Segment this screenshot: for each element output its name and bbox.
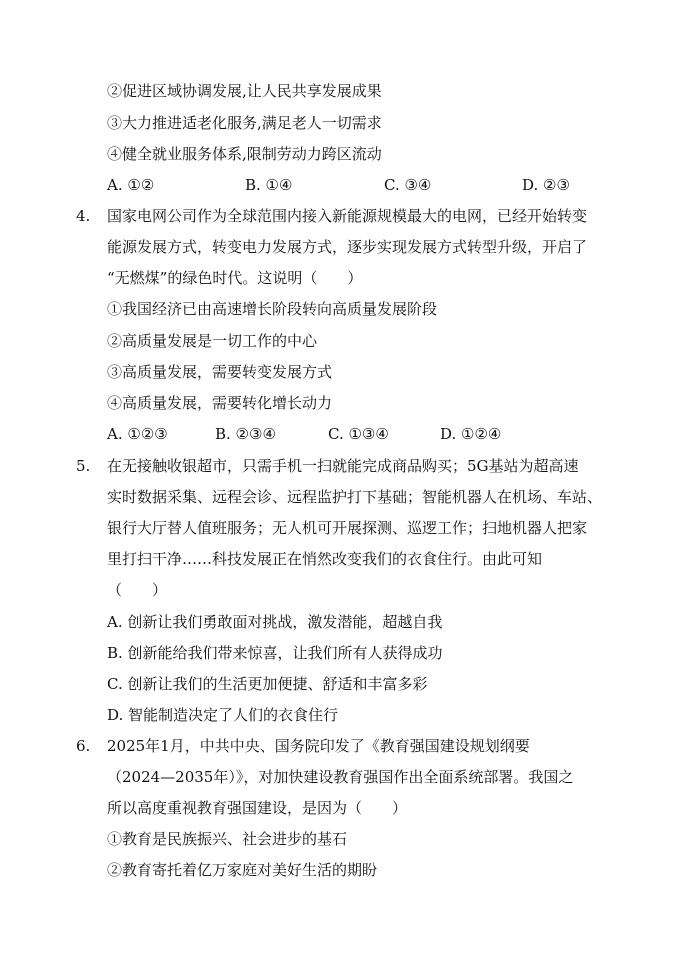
question-stem-line: 2025年1月，中共中央、国务院印发了《教育强国建设规划纲要 xyxy=(107,737,530,755)
prev-option-d: D. ②③ xyxy=(522,176,570,194)
option-c: C. ①③④ xyxy=(328,425,389,443)
question-item: ①我国经济已由高速增长阶段转向高质量发展阶段 xyxy=(107,300,438,318)
question-stem-line: 能源发展方式，转变电力发展方式，逐步实现发展方式转型升级，开启了 xyxy=(107,238,588,256)
question-number: 5. xyxy=(76,457,91,475)
prev-option-b: B. ①④ xyxy=(245,176,293,194)
option-c: C. 创新让我们的生活更加便捷、舒适和丰富多彩 xyxy=(107,675,428,693)
prev-option-c: C. ③④ xyxy=(384,176,432,194)
question-item: ①教育是民族振兴、社会进步的基石 xyxy=(107,830,348,848)
question-stem-line: 国家电网公司作为全球范围内接入新能源规模最大的电网，已经开始转变 xyxy=(107,207,588,225)
option-b: B. ②③④ xyxy=(215,425,276,443)
prev-item-4: ④健全就业服务体系,限制劳动力跨区流动 xyxy=(107,145,382,163)
question-stem-line: 所以高度重视教育强国建设，是因为（ ） xyxy=(107,799,408,817)
question-stem-line: 在无接触收银超市，只需手机一扫就能完成商品购买；5G基站为超高速 xyxy=(107,457,579,475)
question-item: ③高质量发展，需要转变发展方式 xyxy=(107,363,333,381)
question-item: ②教育寄托着亿万家庭对美好生活的期盼 xyxy=(107,861,378,879)
question-number: 6. xyxy=(76,737,91,755)
question-item: ④高质量发展，需要转化增长动力 xyxy=(107,394,333,412)
option-a: A. ①②③ xyxy=(107,425,168,443)
option-b: B. 创新能给我们带来惊喜，让我们所有人获得成功 xyxy=(107,644,443,662)
option-a: A. 创新让我们勇敢面对挑战，激发潜能，超越自我 xyxy=(107,613,443,631)
question-stem-line: 实时数据采集、远程会诊、远程监护打下基础；智能机器人在机场、车站、 xyxy=(107,488,603,506)
prev-option-a: A. ①② xyxy=(107,176,155,194)
question-item: ②高质量发展是一切工作的中心 xyxy=(107,332,318,350)
question-stem-line: “无燃煤”的绿色时代。这说明（ ） xyxy=(107,269,363,287)
question-stem-line: （2024—2035年）》，对加快建设教育强国作出全面系统部署。我国之 xyxy=(107,768,574,786)
question-number: 4. xyxy=(76,207,91,225)
prev-item-2: ②促进区域协调发展,让人民共享发展成果 xyxy=(107,82,382,100)
option-d: D. 智能制造决定了人们的衣食住行 xyxy=(107,706,339,724)
question-stem-line: 银行大厅替人值班服务；无人机可开展探测、巡逻工作；扫地机器人把家 xyxy=(107,519,588,537)
question-stem-line: 里打扫干净……科技发展正在悄然改变我们的衣食住行。由此可知 xyxy=(107,550,543,568)
option-d: D. ①②④ xyxy=(440,425,502,443)
question-answer-blank: （ ） xyxy=(107,581,168,599)
prev-item-3: ③大力推进适老化服务,满足老人一切需求 xyxy=(107,114,382,132)
